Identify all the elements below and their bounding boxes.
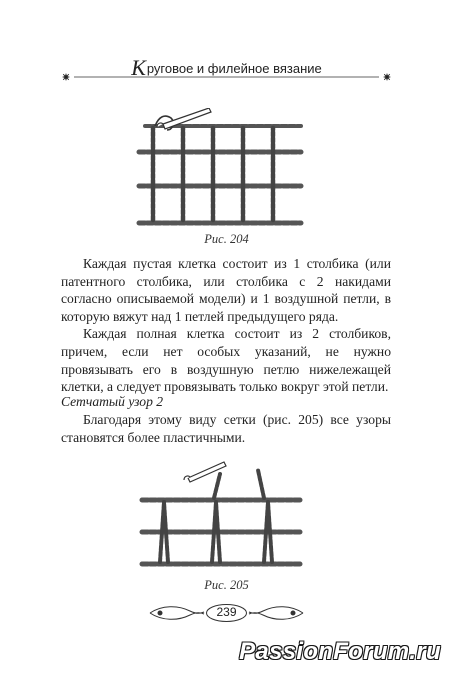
flourish-left-icon	[62, 73, 70, 81]
paragraph: Каждая пустая клетка состоит из 1 столбика (или патентного столбика, или столбика с 2 накидами согласно описываемой модели) и 1 воздушной петли, в которую вяжут над 1 петлей предыдущего ряда.	[61, 256, 391, 324]
crochet-mesh-illustration-205	[138, 460, 304, 572]
figure-205-caption: Рис. 205	[204, 578, 249, 592]
page-number-ornament	[146, 602, 307, 624]
figure-204-caption: Рис. 204	[204, 232, 249, 246]
section-heading: Сетчатый узор 2	[61, 394, 164, 409]
body-text-block-1	[61, 255, 391, 396]
header-rule	[60, 73, 393, 81]
paragraph: Каждая полная клетка состоит из 2 столбиков, причем, если нет особых указаний, не нужно провязывать его в воздушную петлю нижележащей клетки, а следует провязывать только вокруг этой петли.	[61, 326, 391, 395]
body-text-block-2	[61, 411, 391, 446]
watermark-text: PassionForum.ru	[239, 638, 441, 665]
paragraph: Благодаря этому виду сетки (рис. 205) все узоры становятся более пластичными.	[61, 412, 391, 445]
header-title-text: руговое и филейное вязание	[146, 61, 322, 76]
page-number: 239	[216, 605, 237, 619]
header-initial: К	[131, 55, 146, 80]
flourish-right-icon	[383, 73, 391, 81]
crochet-mesh-illustration-204	[135, 108, 305, 230]
